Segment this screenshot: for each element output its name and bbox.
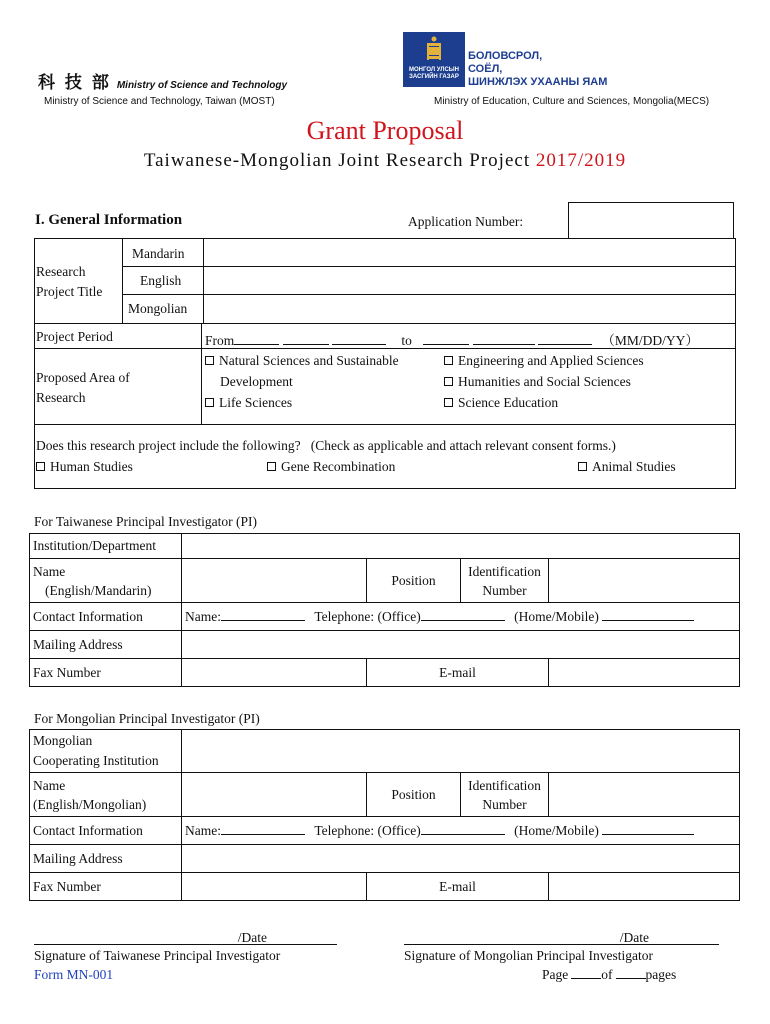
mecs-name: [468, 50, 607, 89]
subtitle-text: Taiwanese-Mongolian Joint Research Project: [143, 150, 531, 171]
date-format: （MM/DD/YY）: [601, 333, 699, 348]
institution-input[interactable]: [182, 730, 740, 773]
application-number-field[interactable]: [568, 202, 734, 238]
checkbox-icon: [205, 398, 214, 407]
email-label: E-mail: [367, 659, 549, 687]
area-natural-sciences[interactable]: Natural Sciences and Sustainable: [205, 353, 399, 369]
mailing-label: Mailing Address: [30, 845, 182, 873]
most-logo-chinese: 科 技 部: [38, 73, 111, 93]
name-input[interactable]: [182, 559, 367, 603]
position-label: Position: [367, 773, 461, 817]
checkbox-icon: [444, 398, 453, 407]
fax-label: Fax Number: [30, 659, 182, 687]
research-title-label: Research Project Title: [36, 264, 103, 299]
identification-label: Identification Number: [461, 559, 549, 603]
contact-input[interactable]: Name: Telephone: (Office) (Home/Mobile): [182, 603, 740, 631]
most-caption: Ministry of Science and Technology, Taiwan (MOST): [44, 96, 275, 107]
mongolia-pi-table: [29, 729, 740, 901]
email-label: E-mail: [367, 873, 549, 901]
mailing-label: Mailing Address: [30, 631, 182, 659]
email-input[interactable]: [549, 659, 740, 687]
mecs-caption: Ministry of Education, Culture and Sciences, Mongolia(MECS): [434, 96, 710, 107]
page-subtitle: [0, 150, 770, 172]
from-label: From: [205, 333, 235, 348]
position-label: Position: [367, 559, 461, 603]
mongolia-pi-heading: For Mongolian Principal Investigator (PI): [34, 711, 260, 726]
area-science-education[interactable]: Science Education: [444, 395, 558, 411]
title-lang-mandarin: Mandarin: [132, 246, 185, 261]
taiwan-pi-table: [29, 533, 740, 687]
mailing-input[interactable]: [182, 631, 740, 659]
area-natural-sciences-cont: Development: [220, 374, 293, 389]
identification-input[interactable]: [549, 559, 740, 603]
subtitle-years: 2017/2019: [535, 150, 627, 171]
form-id: Form MN-001: [34, 967, 114, 982]
project-period-fields[interactable]: [205, 329, 735, 349]
mailing-input[interactable]: [182, 845, 740, 873]
fax-input[interactable]: [182, 659, 367, 687]
title-english-input[interactable]: [205, 267, 735, 293]
fax-label: Fax Number: [30, 873, 182, 901]
mecs-name-line2: СОЁЛ,: [468, 63, 503, 75]
soyombo-emblem-icon: [427, 36, 441, 64]
area-label: Proposed Area of Research: [36, 370, 130, 405]
taiwan-date-label: /Date: [237, 930, 267, 945]
institution-label: Institution/Department: [30, 534, 182, 559]
project-period-label: Project Period: [36, 329, 113, 344]
checkbox-icon: [444, 356, 453, 365]
name-label: Name (English/Mongolian): [30, 773, 182, 817]
institution-label: Mongolian Cooperating Institution: [30, 730, 182, 773]
mecs-emblem-text: МОНГОЛ УЛСЫН ЗАСГИЙН ГАЗАР: [409, 67, 459, 80]
taiwan-pi-heading: For Taiwanese Principal Investigator (PI): [34, 514, 258, 529]
page-title: Grant Proposal: [306, 116, 464, 145]
institution-input[interactable]: [182, 534, 740, 559]
name-input[interactable]: [182, 773, 367, 817]
section-heading: I. General Information: [35, 212, 183, 228]
to-label: to: [401, 333, 412, 348]
area-humanities[interactable]: Humanities and Social Sciences: [444, 374, 631, 390]
checkbox-icon: [578, 462, 587, 471]
contact-label: Contact Information: [30, 603, 182, 631]
email-input[interactable]: [549, 873, 740, 901]
checkbox-icon: [36, 462, 45, 471]
total-pages-input[interactable]: [616, 967, 646, 979]
title-lang-mongolian: Mongolian: [128, 301, 188, 316]
area-engineering[interactable]: Engineering and Applied Sciences: [444, 353, 644, 369]
option-animal-studies[interactable]: Animal Studies: [578, 459, 676, 475]
checkbox-icon: [205, 356, 214, 365]
contact-input[interactable]: Name: Telephone: (Office) (Home/Mobile): [182, 817, 740, 845]
checkbox-icon: [444, 377, 453, 386]
application-number-label: Application Number:: [408, 214, 524, 229]
contact-label: Contact Information: [30, 817, 182, 845]
mecs-logo: [403, 32, 465, 87]
title-mongolian-input[interactable]: [205, 295, 735, 323]
option-human-studies[interactable]: Human Studies: [36, 459, 133, 475]
identification-input[interactable]: [549, 773, 740, 817]
identification-label: Identification Number: [461, 773, 549, 817]
most-logo: [38, 68, 288, 93]
taiwan-signature-label: Signature of Taiwanese Principal Investigator: [34, 948, 281, 963]
mecs-name-line1: БОЛОВСРОЛ,: [468, 50, 543, 62]
page-count: Page of pages: [542, 967, 677, 982]
mecs-name-line3: ШИНЖЛЭХ УХААНЫ ЯАМ: [468, 76, 608, 88]
mongolia-signature-line[interactable]: [404, 930, 719, 945]
mongolia-signature-label: Signature of Mongolian Principal Investigator: [404, 948, 653, 963]
fax-input[interactable]: [182, 873, 367, 901]
title-lang-english: English: [140, 273, 182, 288]
option-gene-recombination[interactable]: Gene Recombination: [267, 459, 395, 475]
mongolia-date-label: /Date: [619, 930, 649, 945]
taiwan-signature-line[interactable]: [34, 930, 337, 945]
name-label: Name (English/Mandarin): [30, 559, 182, 603]
title-mandarin-input[interactable]: [205, 239, 735, 265]
page-number-input[interactable]: [571, 967, 601, 979]
most-logo-english: Ministry of Science and Technology: [116, 80, 288, 91]
consent-question: Does this research project include the following? (Check as applicable and attach relevant consent forms.): [36, 438, 616, 453]
checkbox-icon: [267, 462, 276, 471]
area-life-sciences[interactable]: Life Sciences: [205, 395, 292, 411]
